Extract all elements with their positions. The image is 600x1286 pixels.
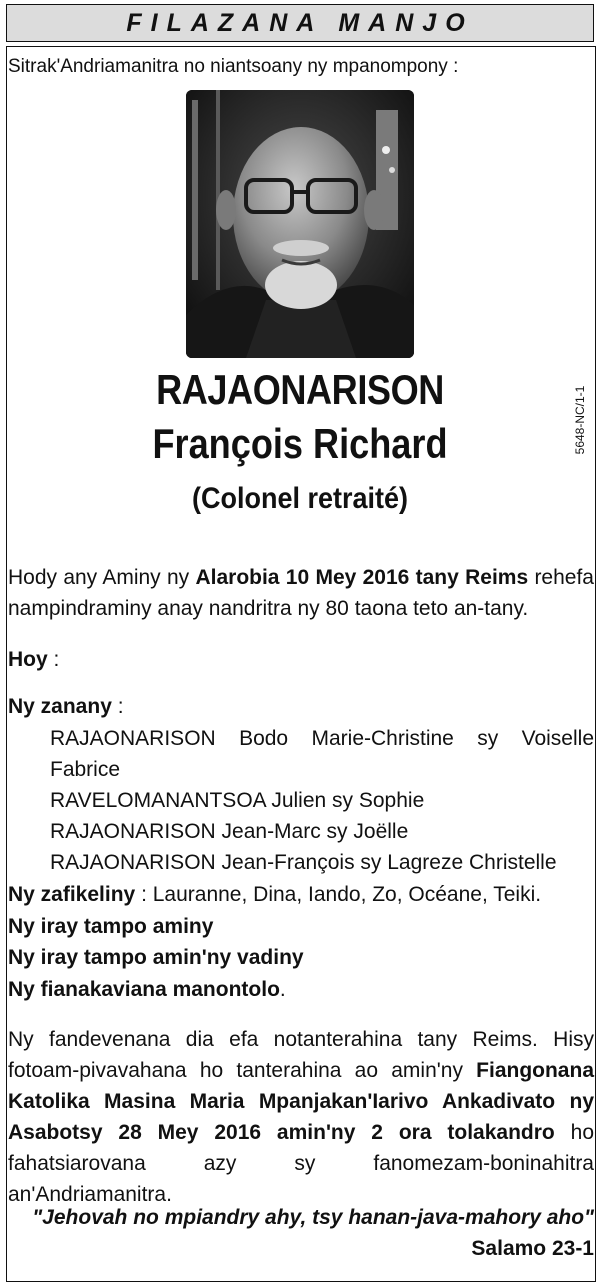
notice-header xyxy=(6,4,594,42)
child-item: RAVELOMANANTSOA Julien sy Sophie xyxy=(50,789,425,812)
portrait-photo xyxy=(186,90,414,358)
closing-citation: Salamo 23-1 xyxy=(471,1237,594,1260)
deceased-surname: RAJAONARISON xyxy=(156,366,444,413)
relatives-end: . xyxy=(279,978,286,1001)
siblings-label: Ny iray tampo aminy xyxy=(8,915,214,938)
inlaws-line xyxy=(8,942,594,973)
announcement-date-place: Alarobia 10 Mey 2016 tany Reims xyxy=(195,566,529,589)
deceased-title: (Colonel retraité) xyxy=(191,482,409,515)
children-heading xyxy=(8,691,594,722)
child-item: RAJAONARISON Jean-François sy Lagreze Christelle xyxy=(50,851,557,874)
children-label: Ny zanany xyxy=(8,695,112,718)
reference-code: 5648-NC/1-1 xyxy=(573,385,587,455)
hoy-label: Hoy xyxy=(8,648,48,671)
closing-quote: "Jehovah no mpiandry ahy, tsy hanan-java-mahory aho" xyxy=(32,1206,594,1229)
hoy-colon: : xyxy=(47,648,60,671)
children-colon: : xyxy=(111,695,124,718)
intro-text: Sitrak'Andriamanitra no niantsoany ny mpanompony : xyxy=(8,56,459,77)
hoy-line xyxy=(8,644,594,675)
deceased-given-names: François Richard xyxy=(152,420,448,467)
header-title: FILAZANA MANJO xyxy=(126,9,474,37)
announcement-text-end: rehefa nampindraminy anay nandritra ny 80 taona teto an-tany. xyxy=(8,566,594,620)
grandchildren-label: Ny zafikeliny xyxy=(8,883,136,906)
relatives-line xyxy=(8,974,594,1005)
portrait-illustration xyxy=(186,90,414,358)
inlaws-label: Ny iray tampo amin'ny vadiny xyxy=(8,946,304,969)
announcement-text-start: Hody any Aminy ny xyxy=(8,566,196,589)
grandchildren-line xyxy=(8,879,594,910)
child-item: RAJAONARISON Jean-Marc sy Joëlle xyxy=(50,820,409,843)
announcement-paragraph xyxy=(8,562,594,624)
siblings-line xyxy=(8,911,594,942)
child-item: Fabrice xyxy=(50,758,121,781)
relatives-label: Ny fianakaviana manontolo xyxy=(8,978,280,1001)
funeral-text-start: Ny fandevenana dia efa notanterahina tany Reims. Hisy fotoam-pivavahana ho tanterahina ao amin'ny xyxy=(8,1028,594,1082)
funeral-paragraph xyxy=(8,1024,594,1210)
child-item: RAJAONARISON Bodo Marie-Christine sy Voiselle xyxy=(50,727,594,750)
funeral-service-details: Fiangonana Katolika Masina Maria Mpanjakan'Iarivo Ankadivato ny Asabotsy 28 Mey 2016 amin'ny 2 ora tolakandro xyxy=(8,1059,594,1144)
grandchildren-list: : Lauranne, Dina, Iando, Zo, Océane, Teiki. xyxy=(135,883,542,906)
funeral-text-end: ho fahatsiarovana azy sy fanomezam-boninahitra an'Andriamanitra. xyxy=(8,1121,594,1206)
